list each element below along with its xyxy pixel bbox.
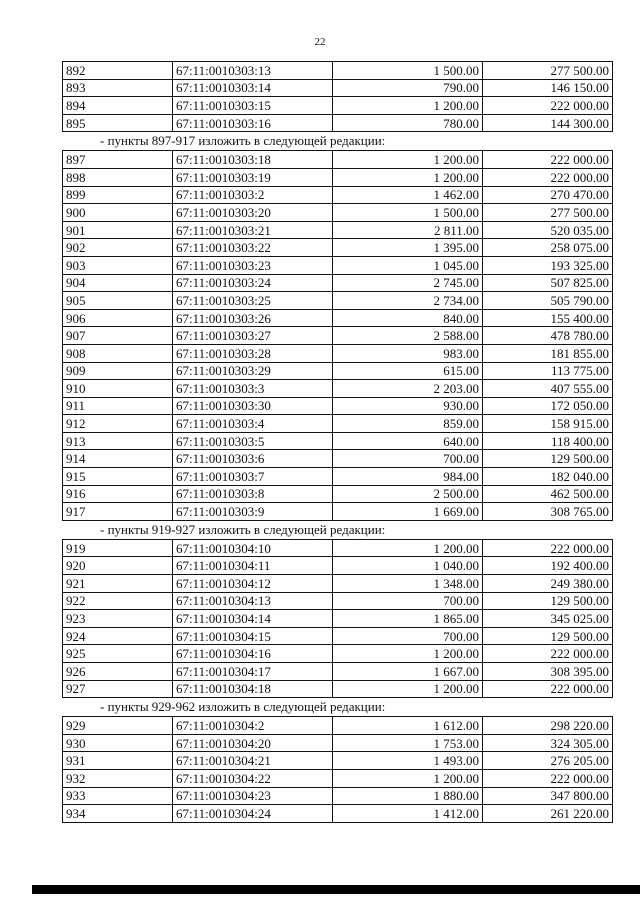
area-cell: 780.00 bbox=[333, 114, 483, 132]
value-cell: 181 855.00 bbox=[483, 344, 613, 362]
table-row bbox=[63, 734, 613, 752]
area-cell: 2 734.00 bbox=[333, 292, 483, 310]
area-cell: 1 395.00 bbox=[333, 239, 483, 257]
cadastral-number-cell: 67:11:0010304:13 bbox=[173, 592, 333, 610]
item-number-cell: 894 bbox=[63, 97, 173, 115]
item-number-cell: 899 bbox=[63, 186, 173, 204]
item-number-cell: 923 bbox=[63, 610, 173, 628]
table-row bbox=[63, 450, 613, 468]
item-number-cell: 919 bbox=[63, 539, 173, 557]
area-cell: 1 200.00 bbox=[333, 97, 483, 115]
area-cell: 840.00 bbox=[333, 309, 483, 327]
table-row bbox=[63, 79, 613, 97]
item-number-cell: 900 bbox=[63, 204, 173, 222]
item-number-cell: 931 bbox=[63, 752, 173, 770]
table-row bbox=[63, 787, 613, 805]
area-cell: 1 200.00 bbox=[333, 539, 483, 557]
item-number-cell: 892 bbox=[63, 62, 173, 80]
area-cell: 700.00 bbox=[333, 450, 483, 468]
value-cell: 520 035.00 bbox=[483, 221, 613, 239]
item-number-cell: 917 bbox=[63, 503, 173, 521]
table-row bbox=[63, 769, 613, 787]
item-number-cell: 898 bbox=[63, 168, 173, 186]
item-number-cell: 925 bbox=[63, 645, 173, 663]
item-number-cell: 927 bbox=[63, 680, 173, 698]
value-cell: 261 220.00 bbox=[483, 805, 613, 823]
cadastral-number-cell: 67:11:0010303:6 bbox=[173, 450, 333, 468]
area-cell: 984.00 bbox=[333, 468, 483, 486]
area-cell: 1 669.00 bbox=[333, 503, 483, 521]
cadastral-number-cell: 67:11:0010303:9 bbox=[173, 503, 333, 521]
value-cell: 222 000.00 bbox=[483, 645, 613, 663]
area-cell: 1 493.00 bbox=[333, 752, 483, 770]
item-number-cell: 921 bbox=[63, 575, 173, 593]
area-cell: 2 588.00 bbox=[333, 327, 483, 345]
cadastral-number-cell: 67:11:0010304:10 bbox=[173, 539, 333, 557]
table-row bbox=[63, 256, 613, 274]
area-cell: 1 412.00 bbox=[333, 805, 483, 823]
cadastral-number-cell: 67:11:0010304:15 bbox=[173, 627, 333, 645]
item-number-cell: 893 bbox=[63, 79, 173, 97]
table-row bbox=[63, 663, 613, 681]
value-cell: 129 500.00 bbox=[483, 627, 613, 645]
item-number-cell: 924 bbox=[63, 627, 173, 645]
item-number-cell: 932 bbox=[63, 769, 173, 787]
data-table bbox=[62, 61, 613, 132]
item-number-cell: 903 bbox=[63, 256, 173, 274]
value-cell: 222 000.00 bbox=[483, 97, 613, 115]
cadastral-number-cell: 67:11:0010304:21 bbox=[173, 752, 333, 770]
table-row bbox=[63, 62, 613, 80]
cadastral-number-cell: 67:11:0010303:5 bbox=[173, 432, 333, 450]
item-number-cell: 915 bbox=[63, 468, 173, 486]
area-cell: 1 667.00 bbox=[333, 663, 483, 681]
table-row bbox=[63, 362, 613, 380]
table-row bbox=[63, 151, 613, 169]
area-cell: 1 040.00 bbox=[333, 557, 483, 575]
item-number-cell: 914 bbox=[63, 450, 173, 468]
table-row bbox=[63, 539, 613, 557]
table-row bbox=[63, 503, 613, 521]
value-cell: 258 075.00 bbox=[483, 239, 613, 257]
value-cell: 324 305.00 bbox=[483, 734, 613, 752]
table-row bbox=[63, 717, 613, 735]
data-table bbox=[62, 539, 613, 698]
cadastral-number-cell: 67:11:0010303:8 bbox=[173, 485, 333, 503]
cadastral-number-cell: 67:11:0010303:4 bbox=[173, 415, 333, 433]
area-cell: 700.00 bbox=[333, 627, 483, 645]
area-cell: 1 200.00 bbox=[333, 168, 483, 186]
document-body bbox=[62, 61, 612, 823]
cadastral-number-cell: 67:11:0010304:18 bbox=[173, 680, 333, 698]
area-cell: 1 500.00 bbox=[333, 204, 483, 222]
table-row bbox=[63, 432, 613, 450]
area-cell: 1 045.00 bbox=[333, 256, 483, 274]
value-cell: 222 000.00 bbox=[483, 680, 613, 698]
table-row bbox=[63, 274, 613, 292]
value-cell: 298 220.00 bbox=[483, 717, 613, 735]
section-caption: - пункты 897-917 изложить в следующей редакции: bbox=[100, 133, 386, 149]
cadastral-number-cell: 67:11:0010304:16 bbox=[173, 645, 333, 663]
area-cell: 1 880.00 bbox=[333, 787, 483, 805]
cadastral-number-cell: 67:11:0010303:23 bbox=[173, 256, 333, 274]
item-number-cell: 926 bbox=[63, 663, 173, 681]
area-cell: 2 745.00 bbox=[333, 274, 483, 292]
cadastral-number-cell: 67:11:0010303:15 bbox=[173, 97, 333, 115]
cadastral-number-cell: 67:11:0010304:12 bbox=[173, 575, 333, 593]
value-cell: 507 825.00 bbox=[483, 274, 613, 292]
item-number-cell: 902 bbox=[63, 239, 173, 257]
value-cell: 347 800.00 bbox=[483, 787, 613, 805]
section-caption: - пункты 929-962 изложить в следующей редакции: bbox=[100, 699, 386, 715]
item-number-cell: 922 bbox=[63, 592, 173, 610]
cadastral-number-cell: 67:11:0010304:14 bbox=[173, 610, 333, 628]
area-cell: 615.00 bbox=[333, 362, 483, 380]
section-caption: - пункты 919-927 изложить в следующей редакции: bbox=[100, 521, 386, 537]
item-number-cell: 904 bbox=[63, 274, 173, 292]
value-cell: 172 050.00 bbox=[483, 397, 613, 415]
cadastral-number-cell: 67:11:0010303:14 bbox=[173, 79, 333, 97]
area-cell: 1 200.00 bbox=[333, 151, 483, 169]
item-number-cell: 908 bbox=[63, 344, 173, 362]
value-cell: 129 500.00 bbox=[483, 450, 613, 468]
table-row bbox=[63, 380, 613, 398]
area-cell: 1 865.00 bbox=[333, 610, 483, 628]
value-cell: 182 040.00 bbox=[483, 468, 613, 486]
page-number: 22 bbox=[314, 36, 326, 48]
cadastral-number-cell: 67:11:0010303:29 bbox=[173, 362, 333, 380]
cadastral-number-cell: 67:11:0010303:18 bbox=[173, 151, 333, 169]
cadastral-number-cell: 67:11:0010303:13 bbox=[173, 62, 333, 80]
area-cell: 1 200.00 bbox=[333, 680, 483, 698]
item-number-cell: 929 bbox=[63, 717, 173, 735]
value-cell: 222 000.00 bbox=[483, 151, 613, 169]
table-row bbox=[63, 204, 613, 222]
area-cell: 640.00 bbox=[333, 432, 483, 450]
item-number-cell: 906 bbox=[63, 309, 173, 327]
area-cell: 859.00 bbox=[333, 415, 483, 433]
cadastral-number-cell: 67:11:0010303:25 bbox=[173, 292, 333, 310]
item-number-cell: 897 bbox=[63, 151, 173, 169]
value-cell: 249 380.00 bbox=[483, 575, 613, 593]
cadastral-number-cell: 67:11:0010303:26 bbox=[173, 309, 333, 327]
cadastral-number-cell: 67:11:0010304:24 bbox=[173, 805, 333, 823]
table-row bbox=[63, 468, 613, 486]
cadastral-number-cell: 67:11:0010303:3 bbox=[173, 380, 333, 398]
cadastral-number-cell: 67:11:0010303:30 bbox=[173, 397, 333, 415]
table-row bbox=[63, 344, 613, 362]
table-row bbox=[63, 592, 613, 610]
table-row bbox=[63, 557, 613, 575]
cadastral-number-cell: 67:11:0010304:20 bbox=[173, 734, 333, 752]
cadastral-number-cell: 67:11:0010304:22 bbox=[173, 769, 333, 787]
area-cell: 1 348.00 bbox=[333, 575, 483, 593]
cadastral-number-cell: 67:11:0010304:2 bbox=[173, 717, 333, 735]
value-cell: 505 790.00 bbox=[483, 292, 613, 310]
table-row bbox=[63, 309, 613, 327]
item-number-cell: 934 bbox=[63, 805, 173, 823]
area-cell: 2 500.00 bbox=[333, 485, 483, 503]
table-row bbox=[63, 805, 613, 823]
item-number-cell: 916 bbox=[63, 485, 173, 503]
area-cell: 930.00 bbox=[333, 397, 483, 415]
cadastral-number-cell: 67:11:0010303:19 bbox=[173, 168, 333, 186]
value-cell: 158 915.00 bbox=[483, 415, 613, 433]
area-cell: 983.00 bbox=[333, 344, 483, 362]
cadastral-number-cell: 67:11:0010304:17 bbox=[173, 663, 333, 681]
table-row bbox=[63, 575, 613, 593]
item-number-cell: 911 bbox=[63, 397, 173, 415]
cadastral-number-cell: 67:11:0010304:23 bbox=[173, 787, 333, 805]
area-cell: 2 203.00 bbox=[333, 380, 483, 398]
table-row bbox=[63, 168, 613, 186]
value-cell: 478 780.00 bbox=[483, 327, 613, 345]
bottom-scan-border bbox=[32, 885, 640, 894]
table-row bbox=[63, 415, 613, 433]
cadastral-number-cell: 67:11:0010303:24 bbox=[173, 274, 333, 292]
value-cell: 144 300.00 bbox=[483, 114, 613, 132]
item-number-cell: 930 bbox=[63, 734, 173, 752]
table-row bbox=[63, 221, 613, 239]
table-row bbox=[63, 752, 613, 770]
cadastral-number-cell: 67:11:0010303:20 bbox=[173, 204, 333, 222]
value-cell: 192 400.00 bbox=[483, 557, 613, 575]
table-row bbox=[63, 627, 613, 645]
item-number-cell: 933 bbox=[63, 787, 173, 805]
table-row bbox=[63, 114, 613, 132]
cadastral-number-cell: 67:11:0010303:22 bbox=[173, 239, 333, 257]
item-number-cell: 912 bbox=[63, 415, 173, 433]
table-row bbox=[63, 680, 613, 698]
cadastral-number-cell: 67:11:0010303:16 bbox=[173, 114, 333, 132]
value-cell: 146 150.00 bbox=[483, 79, 613, 97]
item-number-cell: 913 bbox=[63, 432, 173, 450]
table-row bbox=[63, 485, 613, 503]
value-cell: 277 500.00 bbox=[483, 204, 613, 222]
area-cell: 1 612.00 bbox=[333, 717, 483, 735]
value-cell: 222 000.00 bbox=[483, 539, 613, 557]
value-cell: 276 205.00 bbox=[483, 752, 613, 770]
value-cell: 270 470.00 bbox=[483, 186, 613, 204]
value-cell: 277 500.00 bbox=[483, 62, 613, 80]
area-cell: 790.00 bbox=[333, 79, 483, 97]
value-cell: 193 325.00 bbox=[483, 256, 613, 274]
area-cell: 700.00 bbox=[333, 592, 483, 610]
value-cell: 308 765.00 bbox=[483, 503, 613, 521]
data-table bbox=[62, 716, 613, 823]
value-cell: 345 025.00 bbox=[483, 610, 613, 628]
value-cell: 407 555.00 bbox=[483, 380, 613, 398]
value-cell: 222 000.00 bbox=[483, 168, 613, 186]
table-row bbox=[63, 397, 613, 415]
table-row bbox=[63, 97, 613, 115]
table-row bbox=[63, 186, 613, 204]
data-table bbox=[62, 150, 613, 520]
value-cell: 155 400.00 bbox=[483, 309, 613, 327]
cadastral-number-cell: 67:11:0010303:21 bbox=[173, 221, 333, 239]
table-row bbox=[63, 292, 613, 310]
value-cell: 462 500.00 bbox=[483, 485, 613, 503]
value-cell: 129 500.00 bbox=[483, 592, 613, 610]
item-number-cell: 895 bbox=[63, 114, 173, 132]
cadastral-number-cell: 67:11:0010303:2 bbox=[173, 186, 333, 204]
item-number-cell: 920 bbox=[63, 557, 173, 575]
value-cell: 308 395.00 bbox=[483, 663, 613, 681]
item-number-cell: 907 bbox=[63, 327, 173, 345]
cadastral-number-cell: 67:11:0010303:7 bbox=[173, 468, 333, 486]
table-row bbox=[63, 327, 613, 345]
area-cell: 1 500.00 bbox=[333, 62, 483, 80]
area-cell: 2 811.00 bbox=[333, 221, 483, 239]
item-number-cell: 901 bbox=[63, 221, 173, 239]
area-cell: 1 200.00 bbox=[333, 769, 483, 787]
item-number-cell: 909 bbox=[63, 362, 173, 380]
table-row bbox=[63, 645, 613, 663]
table-row bbox=[63, 239, 613, 257]
cadastral-number-cell: 67:11:0010304:11 bbox=[173, 557, 333, 575]
area-cell: 1 753.00 bbox=[333, 734, 483, 752]
item-number-cell: 910 bbox=[63, 380, 173, 398]
table-row bbox=[63, 610, 613, 628]
item-number-cell: 905 bbox=[63, 292, 173, 310]
cadastral-number-cell: 67:11:0010303:27 bbox=[173, 327, 333, 345]
area-cell: 1 200.00 bbox=[333, 645, 483, 663]
area-cell: 1 462.00 bbox=[333, 186, 483, 204]
value-cell: 222 000.00 bbox=[483, 769, 613, 787]
value-cell: 118 400.00 bbox=[483, 432, 613, 450]
cadastral-number-cell: 67:11:0010303:28 bbox=[173, 344, 333, 362]
value-cell: 113 775.00 bbox=[483, 362, 613, 380]
